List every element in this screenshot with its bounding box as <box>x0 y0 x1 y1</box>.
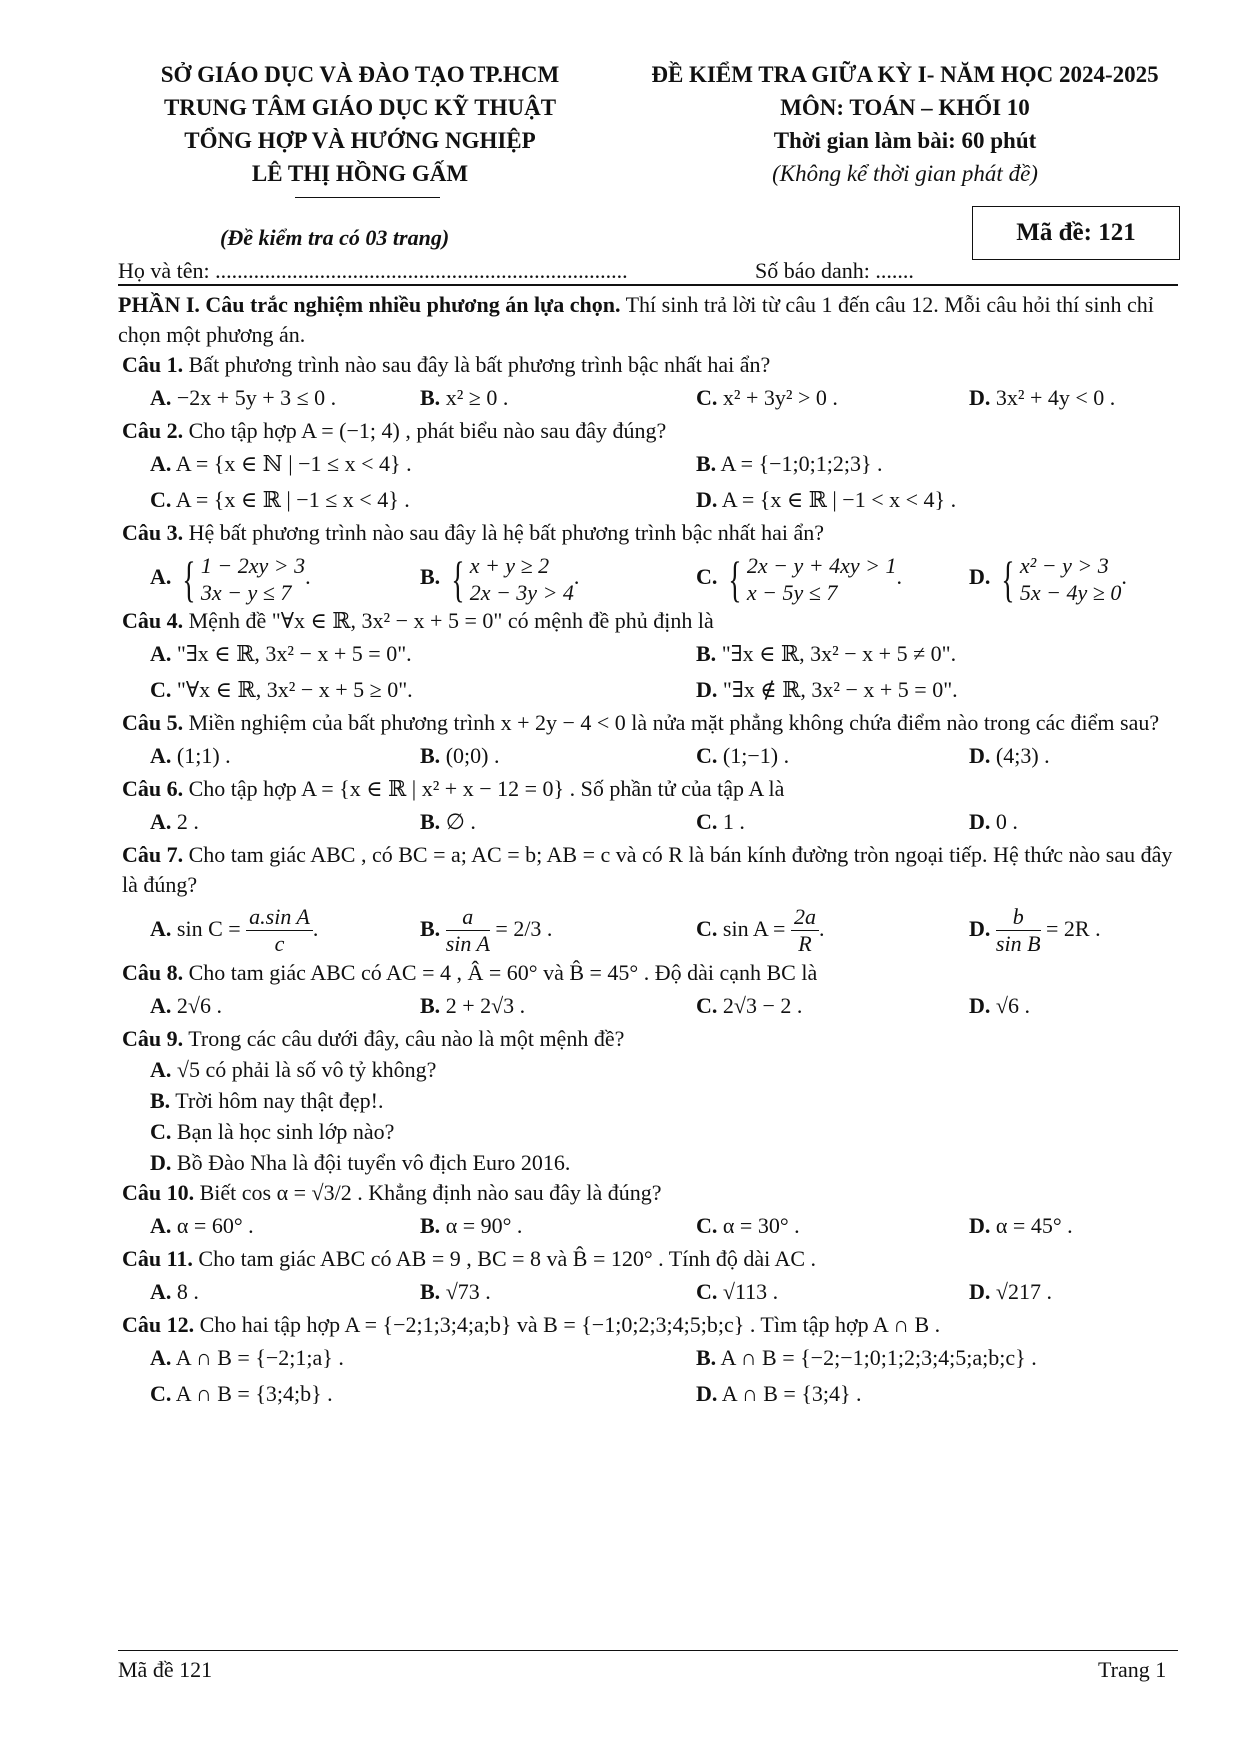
question-stem: Hệ bất phương trình nào sau đây là hệ bất phương trình bậc nhất hai ẩn? <box>183 520 825 545</box>
option-letter: A. <box>150 1213 172 1238</box>
question-text <box>118 606 1183 636</box>
question-number: Câu 7. <box>122 842 184 867</box>
fraction <box>446 904 490 957</box>
options-row <box>118 900 1183 958</box>
question-1 <box>118 350 1183 416</box>
option-letter: B. <box>150 1088 171 1113</box>
brace: { <box>182 550 196 607</box>
options-row <box>118 446 1183 482</box>
option-d <box>696 482 956 518</box>
option-letter: D. <box>969 385 991 410</box>
option-letter: A. <box>150 743 172 768</box>
question-number: Câu 12. <box>122 1312 195 1337</box>
option-c <box>696 738 789 774</box>
school-header <box>110 58 610 190</box>
option-letter: D. <box>969 993 991 1018</box>
question-text <box>118 1178 1183 1208</box>
option-text: √6 . <box>995 993 1030 1018</box>
option-b <box>696 446 883 482</box>
option-a <box>150 1340 344 1376</box>
fraction-numerator: b <box>996 904 1041 931</box>
option-letter: D. <box>969 916 991 941</box>
question-text <box>118 350 1183 380</box>
option-letter: B. <box>420 1279 441 1304</box>
question-stem: Cho tam giác ABC có AB = 9 , BC = 8 và B̂ = 120° . Tính độ dài AC . <box>192 1246 817 1271</box>
option-c <box>150 1376 333 1412</box>
option-text: 2 + 2√3 . <box>445 993 526 1018</box>
expr-prefix: sin C = <box>176 916 247 941</box>
option-d <box>969 738 1050 774</box>
exam-time-note: (Không kể thời gian phát đề) <box>772 161 1038 186</box>
option-a <box>150 988 222 1024</box>
option-b <box>420 738 499 774</box>
option-b: B. { x + y ≥ 2 2x − 3y > 4 . <box>420 550 580 607</box>
option-c <box>696 988 802 1024</box>
option-letter: A. <box>150 993 172 1018</box>
option-text: √217 . <box>995 1279 1052 1304</box>
option-letter: D. <box>969 1213 991 1238</box>
options-row <box>118 380 1183 416</box>
option-c <box>150 672 413 708</box>
fraction-denominator: c <box>274 931 285 957</box>
option-text: −2x + 5y + 3 ≤ 0 . <box>176 385 337 410</box>
options-row <box>118 482 1183 518</box>
option-text: 8 . <box>176 1279 199 1304</box>
question-stem: Mệnh đề "∀x ∈ ℝ, 3x² − x + 5 = 0" có mệnh đề phủ định là <box>183 608 714 633</box>
option-letter: B. <box>420 993 441 1018</box>
option-letter: C. <box>696 1279 718 1304</box>
system-line: x + y ≥ 2 <box>469 552 550 578</box>
options-row <box>118 1208 1183 1244</box>
option-letter: B. <box>420 809 441 834</box>
expr-suffix: . <box>312 916 319 941</box>
option-c <box>696 804 745 840</box>
option-text: 2√6 . <box>176 993 222 1018</box>
options-row <box>118 988 1183 1024</box>
option-text: "∃x ∉ ℝ, 3x² − x + 5 = 0". <box>722 677 958 702</box>
option-text: α = 45° . <box>995 1213 1073 1238</box>
option-text: α = 90° . <box>445 1213 523 1238</box>
option-text: Trời hôm nay thật đẹp!. <box>175 1088 384 1113</box>
option-d <box>118 1147 1183 1178</box>
option-letter: D. <box>696 1381 718 1406</box>
option-d <box>969 988 1030 1024</box>
fraction-denominator: sin B <box>995 931 1041 957</box>
option-text: 0 . <box>995 809 1018 834</box>
fraction-denominator: sin A <box>445 931 490 957</box>
options-row <box>118 738 1183 774</box>
candidate-number-field: Số báo danh: ....... <box>755 258 914 283</box>
option-b <box>118 1085 1183 1116</box>
question-text <box>118 840 1183 900</box>
option-letter: A. <box>150 451 172 476</box>
question-number: Câu 4. <box>122 608 184 633</box>
option-a <box>150 636 412 672</box>
center-name-3: LÊ THỊ HỒNG GẤM <box>251 161 469 186</box>
system-line: 5x − 4y ≥ 0 <box>1019 579 1122 605</box>
system-line: 1 − 2xy > 3 <box>200 552 306 578</box>
option-text: A ∩ B = {−2;1;a} . <box>175 1345 344 1370</box>
header-rule <box>118 284 1178 286</box>
options-row <box>118 548 1183 606</box>
option-letter: B. <box>696 641 717 666</box>
question-12 <box>118 1310 1183 1412</box>
option-c <box>696 900 824 958</box>
exam-title: ĐỀ KIỂM TRA GIỮA KỲ I- NĂM HỌC 2024-2025 <box>651 62 1159 87</box>
option-text: "∃x ∈ ℝ, 3x² − x + 5 = 0". <box>176 641 412 666</box>
option-text: ∅ . <box>445 809 476 834</box>
question-stem: Cho tập hợp A = {x ∈ ℝ | x² + x − 12 = 0} . Số phần tử của tập A là <box>183 776 785 801</box>
system-line: 3x − y ≤ 7 <box>200 579 292 605</box>
option-letter: C. <box>696 385 718 410</box>
option-letter: D. <box>969 1279 991 1304</box>
expr-suffix: = 2/3 . <box>489 916 553 941</box>
option-text: x² ≥ 0 . <box>445 385 509 410</box>
question-text <box>118 1244 1183 1274</box>
options-row <box>118 1340 1183 1376</box>
option-d <box>969 1274 1052 1310</box>
option-c <box>150 482 410 518</box>
part-instructions: Thí sinh trả lời từ câu 1 đến câu 12. Mỗi câu hỏi thí sinh chỉ chọn một phương án. <box>118 292 1154 347</box>
option-letter: A. <box>150 1345 172 1370</box>
option-a <box>118 1054 1183 1085</box>
option-letter: B. <box>696 1345 717 1370</box>
footer-code: Mã đề 121 <box>118 1657 213 1682</box>
option-text: (0;0) . <box>445 743 500 768</box>
option-text: 3x² + 4y < 0 . <box>995 385 1116 410</box>
question-5 <box>118 708 1183 774</box>
brace: { <box>1001 550 1015 607</box>
option-text: √113 . <box>722 1279 779 1304</box>
question-stem: Trong các câu dưới đây, câu nào là một mệnh đề? <box>183 1026 625 1051</box>
option-a: A. { 1 − 2xy > 3 3x − y ≤ 7 . <box>150 550 311 607</box>
option-text: α = 60° . <box>176 1213 254 1238</box>
option-text: A = {x ∈ ℕ | −1 ≤ x < 4} . <box>175 451 412 476</box>
question-11 <box>118 1244 1183 1310</box>
option-text: Bồ Đào Nha là đội tuyển vô địch Euro 2016. <box>176 1150 571 1175</box>
option-b <box>696 636 956 672</box>
option-d: D. { x² − y > 3 5x − 4y ≥ 0 . <box>969 550 1127 607</box>
option-d <box>696 672 958 708</box>
option-b <box>420 1274 491 1310</box>
option-b <box>420 380 508 416</box>
option-letter: C. <box>696 916 718 941</box>
option-c: C. { 2x − y + 4xy > 1 x − 5y ≤ 7 . <box>696 550 902 607</box>
option-text: 2√3 − 2 . <box>722 993 803 1018</box>
option-text: (1;−1) . <box>722 743 790 768</box>
option-text: "∀x ∈ ℝ, 3x² − x + 5 ≥ 0". <box>176 677 413 702</box>
question-number: Câu 1. <box>122 352 184 377</box>
option-text: √73 . <box>445 1279 491 1304</box>
option-letter: A. <box>150 809 172 834</box>
pages-note: (Đề kiểm tra có 03 trang) <box>220 225 450 250</box>
question-6 <box>118 774 1183 840</box>
option-a <box>150 900 318 958</box>
question-text <box>118 416 1183 446</box>
question-section <box>118 290 1183 1412</box>
option-letter: D. <box>969 743 991 768</box>
fraction-numerator: a <box>446 904 490 931</box>
option-letter: A. <box>150 1057 172 1082</box>
expr-prefix: sin A = <box>722 916 791 941</box>
option-text: 1 . <box>722 809 745 834</box>
option-text: Bạn là học sinh lớp nào? <box>176 1119 395 1144</box>
question-number: Câu 2. <box>122 418 184 443</box>
options-row <box>118 1376 1183 1412</box>
option-b <box>420 988 525 1024</box>
fraction <box>246 904 313 957</box>
question-number: Câu 9. <box>122 1026 184 1051</box>
question-text <box>118 1024 1183 1054</box>
question-7 <box>118 840 1183 958</box>
question-number: Câu 6. <box>122 776 184 801</box>
option-text: (4;3) . <box>995 743 1050 768</box>
option-c <box>696 1274 778 1310</box>
question-8 <box>118 958 1183 1024</box>
option-letter: D. <box>969 564 991 589</box>
options-row <box>118 1274 1183 1310</box>
footer-page: Trang 1 <box>1098 1657 1167 1682</box>
option-d <box>969 1208 1073 1244</box>
center-name-1: TRUNG TÂM GIÁO DỤC KỸ THUẬT <box>163 95 557 120</box>
part-title: PHẦN I. Câu trắc nghiệm nhiều phương án lựa chọn. <box>118 292 621 317</box>
exam-header <box>625 58 1185 190</box>
fraction-numerator: 2a <box>791 904 819 931</box>
option-letter: A. <box>150 641 172 666</box>
question-text <box>118 774 1183 804</box>
system-line: x² − y > 3 <box>1019 552 1109 578</box>
exam-time: Thời gian làm bài: 60 phút <box>773 128 1037 153</box>
expr-suffix: = 2R . <box>1040 916 1101 941</box>
option-letter: C. <box>150 1119 172 1144</box>
option-text: x² + 3y² > 0 . <box>722 385 838 410</box>
center-name-2: TỔNG HỢP VÀ HƯỚNG NGHIỆP <box>184 128 536 153</box>
option-letter: B. <box>420 564 441 589</box>
system-line: 2x − y + 4xy > 1 <box>746 552 897 578</box>
option-a <box>150 1208 254 1244</box>
fraction-numerator: a.sin A <box>246 904 313 931</box>
option-letter: C. <box>696 743 718 768</box>
system-line: x − 5y ≤ 7 <box>746 579 838 605</box>
option-a <box>150 738 231 774</box>
option-letter: D. <box>150 1150 172 1175</box>
footer-rule <box>118 1650 1178 1651</box>
system-line: 2x − 3y > 4 <box>469 579 574 605</box>
option-letter: C. <box>696 993 718 1018</box>
option-letter: D. <box>696 487 718 512</box>
question-number: Câu 3. <box>122 520 184 545</box>
option-letter: A. <box>150 385 172 410</box>
question-number: Câu 10. <box>122 1180 195 1205</box>
option-letter: D. <box>969 809 991 834</box>
option-text: √5 có phải là số vô tỷ không? <box>176 1057 437 1082</box>
question-stem: Miền nghiệm của bất phương trình x + 2y − 4 < 0 là nửa mặt phẳng không chứa điểm nào trong các điểm sau? <box>183 710 1160 735</box>
fraction <box>791 904 819 957</box>
option-letter: B. <box>420 743 441 768</box>
option-d <box>696 1376 862 1412</box>
option-text: 2 . <box>176 809 199 834</box>
question-number: Câu 8. <box>122 960 184 985</box>
question-text <box>118 958 1183 988</box>
option-letter: A. <box>150 564 172 589</box>
question-stem: Bất phương trình nào sau đây là bất phương trình bậc nhất hai ẩn? <box>183 352 771 377</box>
name-field: Họ và tên: ........................................................................... <box>118 258 628 283</box>
fraction-denominator: R <box>798 931 812 957</box>
question-stem: Cho hai tập hợp A = {−2;1;3;4;a;b} và B = {−1;0;2;3;4;5;b;c} . Tìm tập hợp A ∩ B . <box>194 1312 941 1337</box>
option-text: A = {x ∈ ℝ | −1 ≤ x < 4} . <box>175 487 410 512</box>
question-2 <box>118 416 1183 518</box>
option-d <box>969 900 1101 958</box>
option-d <box>969 380 1115 416</box>
option-b <box>420 900 552 958</box>
option-text: (1;1) . <box>176 743 231 768</box>
option-letter: B. <box>696 451 717 476</box>
option-text: "∃x ∈ ℝ, 3x² − x + 5 ≠ 0". <box>721 641 957 666</box>
option-text: A ∩ B = {3;4} . <box>721 1381 862 1406</box>
dept-name: SỞ GIÁO DỤC VÀ ĐÀO TẠO TP.HCM <box>160 62 560 87</box>
question-stem: Cho tam giác ABC , có BC = a; AC = b; AB = c và có R là bán kính đường tròn ngoại tiếp. Hệ thức nào sau đây là đúng? <box>122 842 1173 897</box>
option-a <box>150 804 199 840</box>
brace: { <box>451 550 465 607</box>
question-number: Câu 5. <box>122 710 184 735</box>
option-letter: C. <box>150 487 172 512</box>
option-letter: C. <box>696 564 718 589</box>
option-letter: C. <box>150 1381 172 1406</box>
option-b <box>420 804 476 840</box>
option-letter: B. <box>420 1213 441 1238</box>
option-text: A = {−1;0;1;2;3} . <box>720 451 883 476</box>
options-row <box>118 672 1183 708</box>
option-c <box>118 1116 1183 1147</box>
option-b <box>420 1208 522 1244</box>
expr-suffix: . <box>818 916 825 941</box>
exam-subject: MÔN: TOÁN – KHỐI 10 <box>780 95 1030 120</box>
brace: { <box>728 550 742 607</box>
option-a <box>150 446 412 482</box>
question-9 <box>118 1024 1183 1178</box>
option-a <box>150 1274 199 1310</box>
part-heading <box>118 290 1183 350</box>
question-4 <box>118 606 1183 708</box>
exam-code-box: Mã đề: 121 <box>972 206 1180 260</box>
option-b <box>696 1340 1037 1376</box>
option-letter: C. <box>696 809 718 834</box>
option-c <box>696 1208 800 1244</box>
option-letter: A. <box>150 1279 172 1304</box>
option-letter: B. <box>420 385 441 410</box>
options-row <box>118 636 1183 672</box>
option-text: A ∩ B = {3;4;b} . <box>175 1381 333 1406</box>
question-text <box>118 708 1183 738</box>
question-stem: Cho tập hợp A = (−1; 4) , phát biểu nào sau đây đúng? <box>183 418 667 443</box>
option-text: A = {x ∈ ℝ | −1 < x < 4} . <box>721 487 957 512</box>
question-stem: Biết cos α = √3/2 . Khẳng định nào sau đây là đúng? <box>194 1180 662 1205</box>
option-c <box>696 380 838 416</box>
question-text <box>118 1310 1183 1340</box>
question-3 <box>118 518 1183 606</box>
option-text: A ∩ B = {−2;−1;0;1;2;3;4;5;a;b;c} . <box>720 1345 1037 1370</box>
option-letter: C. <box>150 677 172 702</box>
question-text <box>118 518 1183 548</box>
option-letter: D. <box>696 677 718 702</box>
question-10 <box>118 1178 1183 1244</box>
option-d <box>969 804 1018 840</box>
option-letter: C. <box>696 1213 718 1238</box>
option-a <box>150 380 336 416</box>
option-letter: B. <box>420 916 441 941</box>
question-stem: Cho tam giác ABC có AC = 4 , Â = 60° và B̂ = 45° . Độ dài cạnh BC là <box>183 960 818 985</box>
options-row <box>118 804 1183 840</box>
option-text: α = 30° . <box>722 1213 800 1238</box>
fraction <box>996 904 1041 957</box>
question-number: Câu 11. <box>122 1246 193 1271</box>
header-underline <box>295 197 440 198</box>
option-letter: A. <box>150 916 172 941</box>
